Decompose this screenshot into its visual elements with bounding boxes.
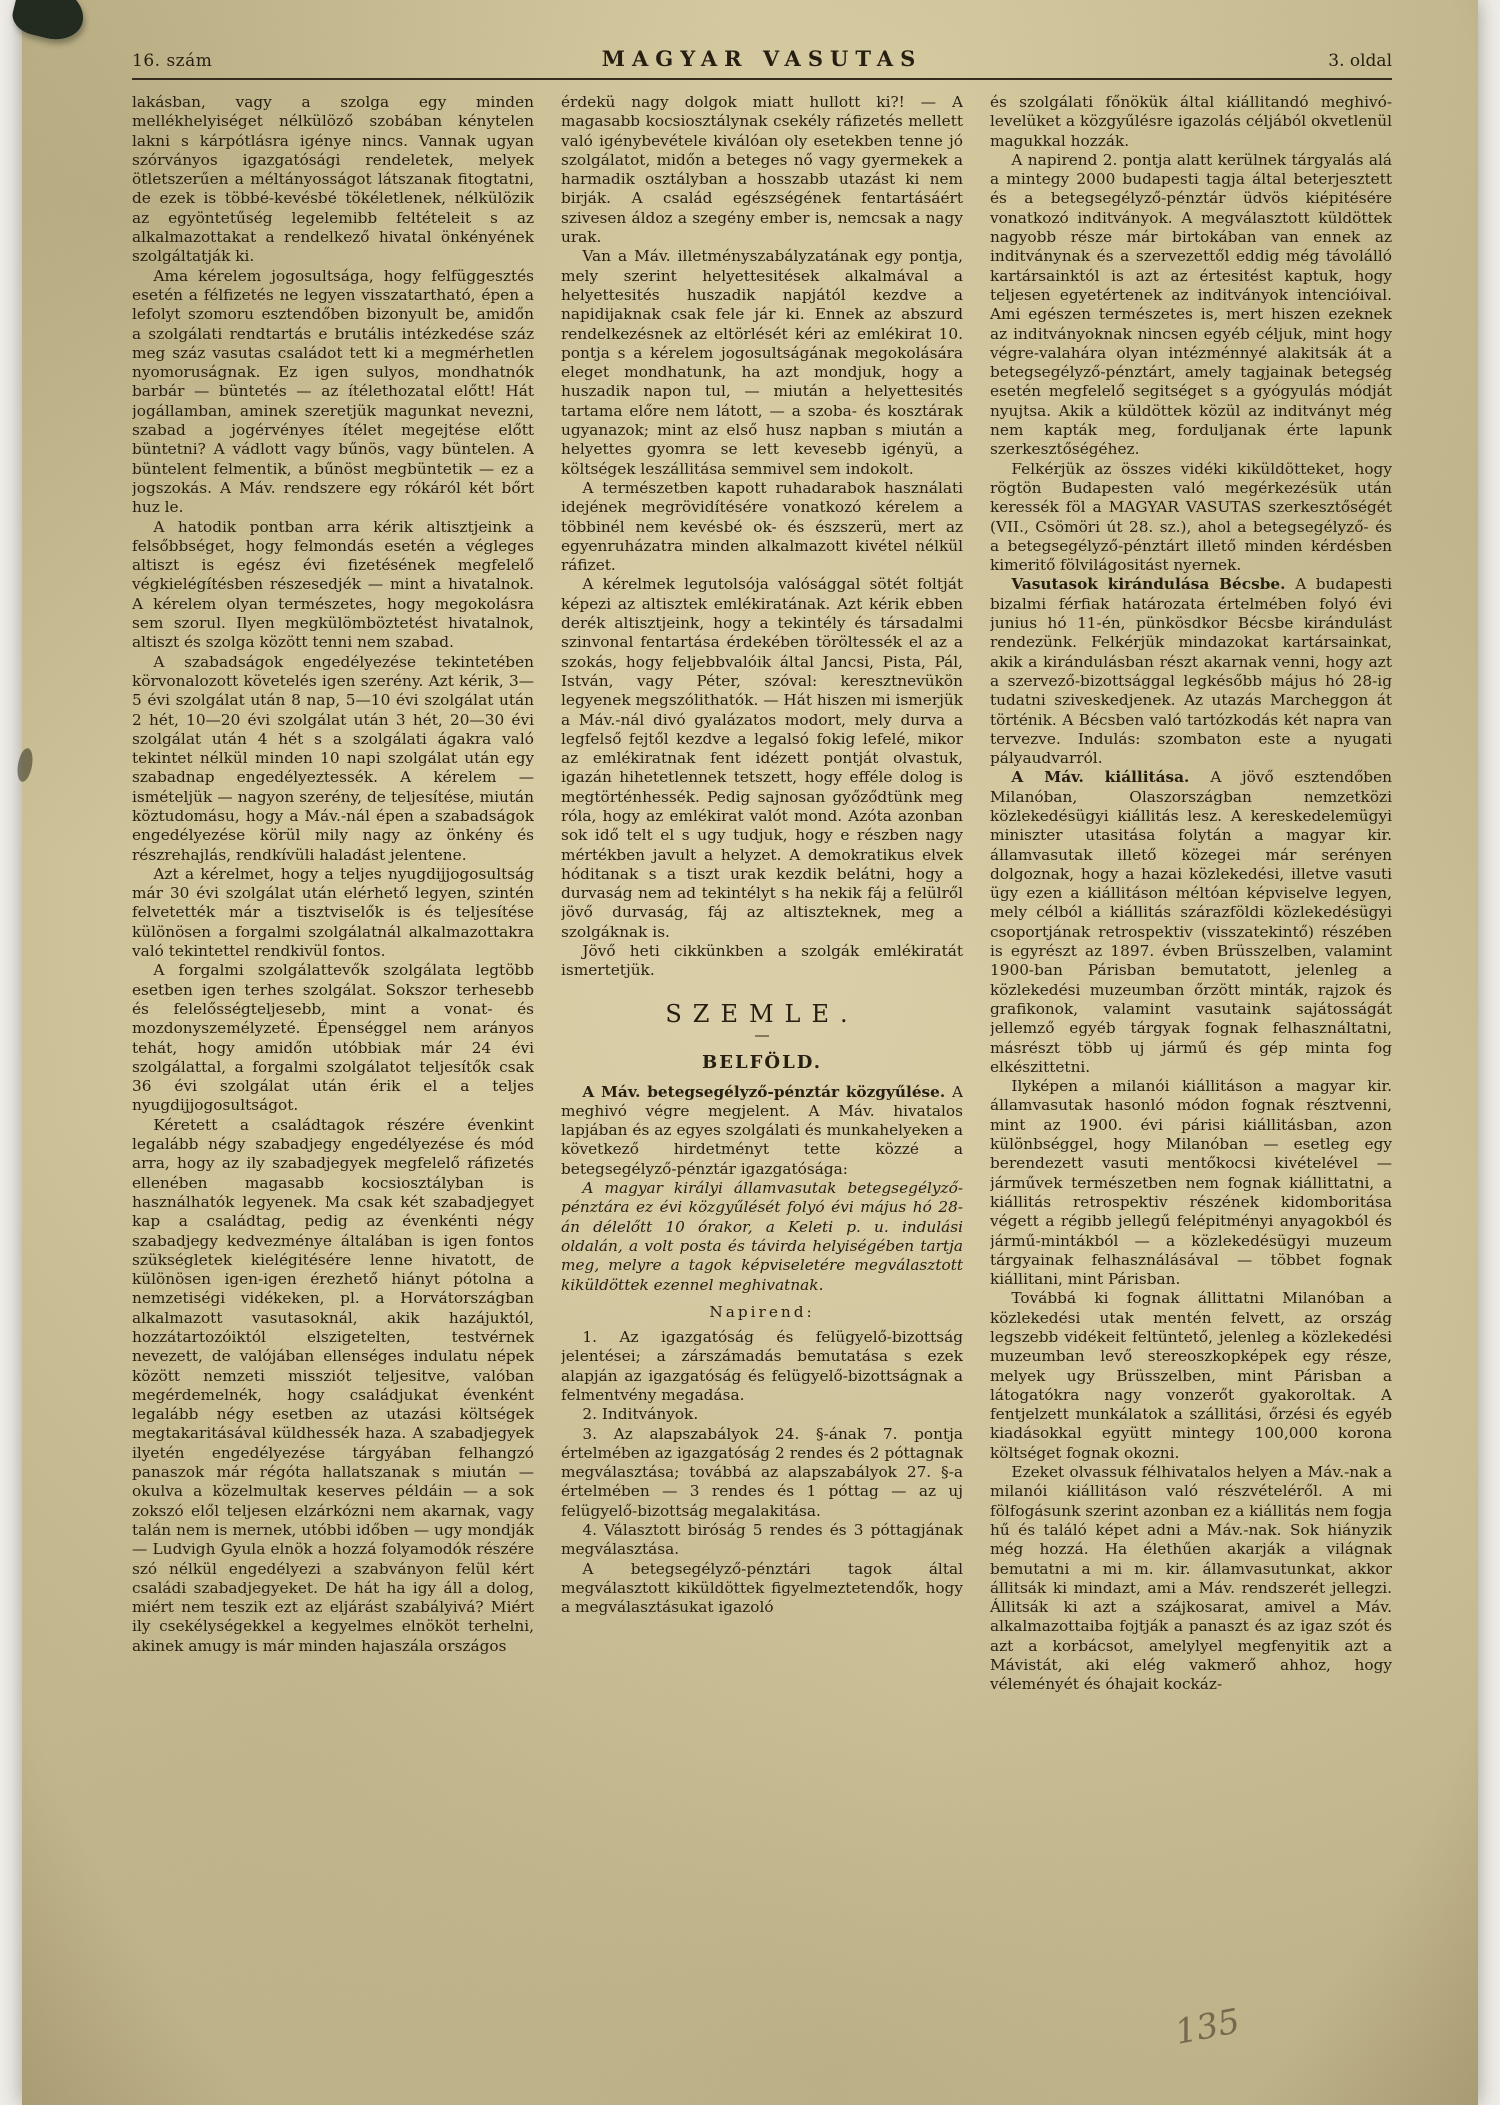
paragraph: Felkérjük az összes vidéki kiküldötteket, hogy rögtön Budapesten való megérkezésük után keressék föl a MAGYAR VASUTAS szerkesztőségét (VII., Csömöri út 28. sz.), ahol a betegsegélyző- és a betegsegélyző-pénztárt illető minden kérdésben kimeritő fölvilágositást nyernek.: [990, 459, 1392, 575]
paragraph: A napirend 2. pontja alatt kerülnek tárgyalás alá a mintegy 2000 budapesti tagja által beterjesztett és a betegsegélyző-pénztár üdvös kiépitésére vonatkozó inditványok. A megválasztott küldöttek nagyobb része már birtokában van ennek az inditványnak és a szervezettől eddig még távolálló kartársainktól is azt az értesitést kaptuk, hogy teljesen egyetértenek az inditványok intencióival. Ami egészen természetes is, mert hiszen ezeknek az inditványoknak nincsen egyéb céljuk, mint hogy végre-valahára olyan intézménnyé alakitsák át a betegsegélyző-pénztárt, amely tagjainak betegség esetén megfelelő segitséget s a gyógyulás módját nyujtsa. Akik a küldöttek közül az inditványt még nem kapták meg, forduljanak érte lapunk szerkesztőségéhez.: [990, 150, 1392, 459]
paragraph: A hatodik pontban arra kérik altisztjeink a felsőbbséget, hogy felmondás esetén a végleges altiszt is egész évi fizetésének megfelelő végkielégítésben részesedjék — mint a hivatalnok. A kérelem olyan természetes, hogy megokolásra sem szorul. Ilyen megkülömböztetést hivatalnok, altiszt és szolga között tenni nem szabad.: [132, 517, 534, 652]
paragraph: A kérelmek legutolsója valósággal sötét foltját képezi az altisztek emlékiratának. Azt kérik ebben derék altisztjeink, hogy a tekintély és társadalmi szinvonal fentartása érdekében töröltessék el az a szokás, hogy feljebbvalóik által Jancsi, Pista, Pál, István, vagy Péter, szóval: keresztnevükön legyenek megszólithatók. — Hát hiszen mi ismerjük a Máv.-nál divó gyalázatos modort, mely durva a legfelső fejtől kezdve a legalsó fokig lefelé, mikor az emlékiratnak fent idézett pontját olvastuk, igazán hihetetlennek tetszett, hogy efféle dolog is megtörténhessék. Pedig sajnosan győződtünk meg róla, hogy az emlékirat valót mond. Azóta azonban sok idő telt el s ugy tudjuk, hogy e részben nagy mértékben javult a helyzet. A demokratikus elvek hóditanak s a tiszt urak kezdik belátni, hogy a durvaság nem ad tekintélyt s ha nekik fáj a felülről jövő durvaság, fáj az altiszteknek, meg a szolgáknak is.: [561, 575, 963, 941]
paragraph: A szabadságok engedélyezése tekintetében körvonalozott követelés igen szerény. Azt kérik, 3—5 évi szolgálat után 8 nap, 5—10 évi szolgálat után 2 hét, 10—20 évi szolgálat után 3 hét, 20—30 évi szolgálat után 4 hét s a szolgálati ágakra való tekintet nélkül minden 10 napi szolgálat után egy szabadnap engedélyeztessék. A kérelem — ismételjük — nagyon szerény, de teljesítése, miután köztudomásu, hogy a Máv.-nál épen a szabadságok engedélyezése körül mily nagy az önkény és részrehajlás, rendkívüli haladást jelentene.: [132, 652, 534, 864]
paragraph: A Máv. kiállitása. A jövő esztendőben Milanóban, Olaszországban nemzetközi közlekedésügyi kiállitás lesz. A kereskedelemügyi miniszter utasitása folytán a magyar kir. államvasutak illető közegei már serényen dolgoznak, hogy a hazai közlekedési, illetve vasuti ügy ezen a kiállitáson méltóan képviselve legyen, mely célból a kiállitás szárazföldi közlekedésügyi csoportjának retrospektiv (visszatekintő) részében is egyrészt az 1897. évben Brüsszelben, valamint 1900-ban Párisban bemutatott, jelenleg a közlekedési muzeumban őrzött minták, rajzok és grafikonok, valamint vasutaink sajátosságát jellemző egyéb tárgyak fognak felhasználtatni, másrészt több uj jármű és gép minta fog elkészittetni.: [990, 768, 1392, 1076]
paragraph: Jövő heti cikkünkben a szolgák emlékiratát ismertetjük.: [561, 942, 963, 980]
corner-stain: [9, 0, 90, 46]
paragraph: A magyar királyi államvasutak betegsegélyző-pénztára ez évi közgyűlését folyó évi május hó 28-án délelőtt 10 órakor, a Keleti p. u. indulási oldalán, a volt posta és távirda helyiségében tartja meg, melyre a tagok képviseletére megválasztott kiküldöttek ezennel meghivatnak.: [561, 1179, 963, 1294]
paragraph: A Máv. betegsegélyző-pénztár közgyűlése. A meghivó végre megjelent. A Máv. hivatalos lapjában és az egyes szolgálati és munkahelyeken a következő hirdetményt tette közzé a betegsegélyző-pénztár igazgatósága:: [561, 1082, 963, 1178]
napirend-heading: Napirend:: [709, 1302, 815, 1321]
page-number: 3. oldal: [1328, 51, 1392, 71]
paragraph: Ilyképen a milanói kiállitáson a magyar kir. államvasutak hasonló módon fognak résztvenni, mint az 1900. évi párisi kiállitásban, azon különbséggel, hogy Milanóban — esetleg egy berendezett vasuti mentőkocsi kivételével — járművek természetben nem fognak kiállittatni, a kiállitás retrospektiv részének kidomboritása végett a régibb jellegű felépitményi anyagokból és jármű-mintákból — a közlekedésügyi muzeum tárgyainak felhasználásával — többet fognak kiállitani, mint Párisban.: [990, 1077, 1392, 1289]
paragraph: Kéretett a családtagok részére évenkint legalább négy szabadjegy engedélyezése és mód arra, hogy az ily szabadjegyek megfelelő ráfizetés ellenében magasabb kocsiosztályban is használhatók legyenek. Ma csak két szabadjegyet kap a családtag, pedig az évenkénti négy szabadjegy kedvezménye általában is igen fontos szükségletek kielégitésére lenne hivatott, de különösen igen-igen érezhető hiányt pótolna a nemzetiségi vidékeken, pl. a Horvátországban alkalmazott vasutasoknál, akik hazájuktól, hozzátartozóiktól elszigetelten, testvérnek nevezett, de valójában ellenséges indulatu népek között nemzeti missziót teljesitve, valóban megérdemelnék, hogy családjukat évenként legalább négy esetben az utazási költségek megtakaritásával küldhessék haza. A szabadjegyek ilyetén engedélyezése tárgyában felhangzó panaszok már régóta hallatszanak s miután — okulva a közelmultak keserves példáin — a sok zokszó elől teljesen elzárkózni nem akarnak, vagy talán nem is mernek, utóbbi időben — ugy mondják — Ludvigh Gyula elnök a hozzá folyamodók részére szó nélkül engedélyezi a szabványon felül kért családi szabadjegyeket. De hát ha igy áll a dolog, miért nem teszik ezt az eljárást szabályivá? Miért ily csekélységekkel a kegyelmes elnököt terhelni, akinek amugy is már minden hajaszála országos: [132, 1115, 534, 1655]
edge-smudge: [15, 747, 35, 783]
paragraph: A természetben kapott ruhadarabok használati idejének megrövidítésére vonatkozó kérelem a többinél nem kevésbé ok- és észszerü, mert az egyenruházatra minden alkalmazott kivétel nélkül ráfizet.: [561, 478, 963, 575]
article-columns: [132, 93, 1392, 2045]
handwritten-page-number: 135: [1171, 2001, 1244, 2053]
paragraph: A forgalmi szolgálattevők szolgálata legtöbb esetben igen terhes szolgálat. Sokszor terhesebb és felelősségteljesebb, mint a vonat- és mozdonyszemélyzeté. Épenséggel nem arányos tehát, hogy amidőn utóbbiak már 24 évi szolgálattal, a forgalmi szolgálatot teljesítők csak 36 évi szolgálat után érik el a teljes nyugdijjogosultságot.: [132, 961, 534, 1115]
paragraph: Ama kérelem jogosultsága, hogy felfüggesztés esetén a félfizetés ne legyen visszatartható, épen a lefolyt szomoru esztendőben bizonyult be, amidőn a szolgálati rendtartás e brutális intézkedése száz meg száz vasutas családot tett ki a megmérhetlen nyomoruságnak. Ez igen sulyos, mondhatnók barbár — büntetés — az ítélethozatal előtt! Hát jogállamban, aminek szeretjük magunkat nevezni, szabad a jogérvényes ítélet megejtése előtt büntetni? A vádlott vagy bűnös, vagy büntelen. A büntelent felmentik, a bűnöst megbüntetik — ez a jogszokás. A Máv. rendszere egy rókáról két bőrt huz le.: [132, 266, 534, 517]
column-left: [132, 93, 534, 2045]
paragraph: érdekü nagy dolgok miatt hullott ki?! — A magasabb kocsiosztálynak csekély ráfizetés mellett való igénybevétele kiválóan oly esetekben tenne jó szolgálatot, midőn a beteges nő vagy gyermekek a harmadik osztályban a hosszabb utazást ki nem birják. A család egészségének fentartásáért szivesen áldoz a szegény ember is, nemcsak a nagy urak.: [561, 93, 963, 247]
paragraph: 1. Az igazgatóság és felügyelő-bizottság jelentései; a zárszámadás bemutatása s ezek alapján az igazgatóság és felügyelő-bizottságnak a felmentvény megadása.: [561, 1328, 963, 1404]
paragraph-lead: Vasutasok kirándulása Bécsbe.: [1011, 575, 1296, 594]
column-right: [990, 93, 1392, 2045]
newspaper-page: [22, 0, 1478, 2105]
issue-number: 16. szám: [132, 51, 213, 71]
szemle-heading: SZEMLE.: [665, 999, 859, 1028]
paragraph: —: [754, 1025, 770, 1044]
paragraph: 2. Inditványok.: [582, 1405, 699, 1424]
belfold-heading: BELFÖLD.: [702, 1052, 822, 1074]
paragraph: Van a Máv. illetményszabályzatának egy pontja, mely szerint helyettesitések alkalmával a helyettesités huszadik napjától kezdve a napidijaknak csak fele jár ki. Ennek az abszurd rendelkezésnek az eltörlését kéri az emlékirat 10. pontja s a kérelem jogosultságának megokolására eleget mondhatunk, ha azt mondjuk, hogy a huszadik napon tul, — miután a helyettesités tartama előre nem látott, — a szoba- és kosztárak ugyanazok; mint az első husz napban s miután a helyettes gyomra se lett kevesebb igényü, a költségek leszállitása semmivel sem indokolt.: [561, 247, 963, 478]
paragraph: A betegsegélyző-pénztári tagok által megválasztott kiküldöttek figyelmeztetendők, hogy a megválasztásukat igazoló: [561, 1559, 963, 1617]
paragraph: és szolgálati főnökük által kiállitandó meghivó-levelüket a közgyűlésre igazolás céljából okvetlenül magukkal hozzák.: [990, 93, 1392, 150]
paragraph-lead: A Máv. betegsegélyző-pénztár közgyűlése.: [582, 1082, 952, 1101]
paragraph: 4. Választott biróság 5 rendes és 3 póttagjának megválasztása.: [561, 1521, 963, 1559]
column-middle: [561, 93, 963, 2045]
paragraph: Ezeket olvassuk félhivatalos helyen a Máv.-nak a milanói kiállitáson való részvételéről. A mi fölfogásunk szerint azonban ez a kiállitás nem fogja hű és találó képet adni a Máv.-nak. Sok hiányzik még hozzá. Ha élethűen akarják a világnak bemutatni a mi m. kir. államvasutunkat, akkor állitsák ki mindazt, ami a Máv. rendszerét jellegzi. Állitsák ki azt a szájkosarat, amivel a Máv. alkalmazottaiba fojtják a panaszt és az igaz szót és azt a korbácsot, amelylyel megfenyitik azt a Mávistát, aki elég vakmerő ahhoz, hogy véleményét és óhajait kockáz-: [990, 1463, 1392, 1694]
paragraph: Továbbá ki fognak állittatni Milanóban a közlekedési utak mentén felvett, az ország legszebb vidékeit feltüntető, jelenleg a közlekedési muzeumban levő stereoszkopképek egy része, melyek ugy Brüsszelben, mint Párisban a látogatókra nagy vonzerőt gyakoroltak. A fentjelzett munkálatok a szállitási, őrzési és egyéb kiadásokkal együtt mintegy 100,000 korona költséget fognak okozni.: [990, 1289, 1392, 1462]
paragraph: Azt a kérelmet, hogy a teljes nyugdijjogosultság már 30 évi szolgálat után elérhető legyen, szintén felvetették már a tisztviselők is és teljesítése különösen a forgalmi szolgálatnál alkalmazottakra való tekintettel rendkivül fontos.: [132, 864, 534, 961]
paragraph: 3. Az alapszabályok 24. §-ának 7. pontja értelmében az igazgatóság 2 rendes és 2 póttagnak megválasztása; továbbá az alapszabályok 27. §-a értelmében — 3 rendes és 1 póttag — az uj felügyelő-bizottság megalakitása.: [561, 1424, 963, 1520]
paragraph: lakásban, vagy a szolga egy minden mellékhelyiséget nélkülöző szobában kénytelen lakni s kárpótlásra igénye nincs. Vannak ugyan szórványos igazgatósági rendeletek, melyek ötletszerűen a méltányosságot látszanak fitogtatni, de ezek is többé-kevésbé tökéletlenek, nélkülözik az egyöntetűség legelemibb feltételeit s az alkalmazottakat a rendelkező hivatal önkényének szolgáltatják ki.: [132, 93, 534, 266]
page-header: [132, 46, 1392, 80]
paragraph-lead: A Máv. kiállitása.: [1011, 768, 1211, 787]
paragraph: Vasutasok kirándulása Bécsbe. A budapesti bizalmi férfiak határozata értelmében folyó évi junius hó 11-én, pünkösdkor Bécsbe kirándulást rendezünk. Felkérjük mindazokat kartársainkat, akik a kirándulásban részt akarnak venni, hogy azt a szervező-bizottsággal legkésőbb május hó 28-ig tudatni sziveskedjenek. Az utazás Marcheggon át történik. A Bécsben való tartózkodás két napra van tervezve. Indulás: szombaton este a nyugati pályaudvarról.: [990, 575, 1392, 768]
newspaper-title: MAGYAR VASUTAS: [601, 46, 923, 71]
